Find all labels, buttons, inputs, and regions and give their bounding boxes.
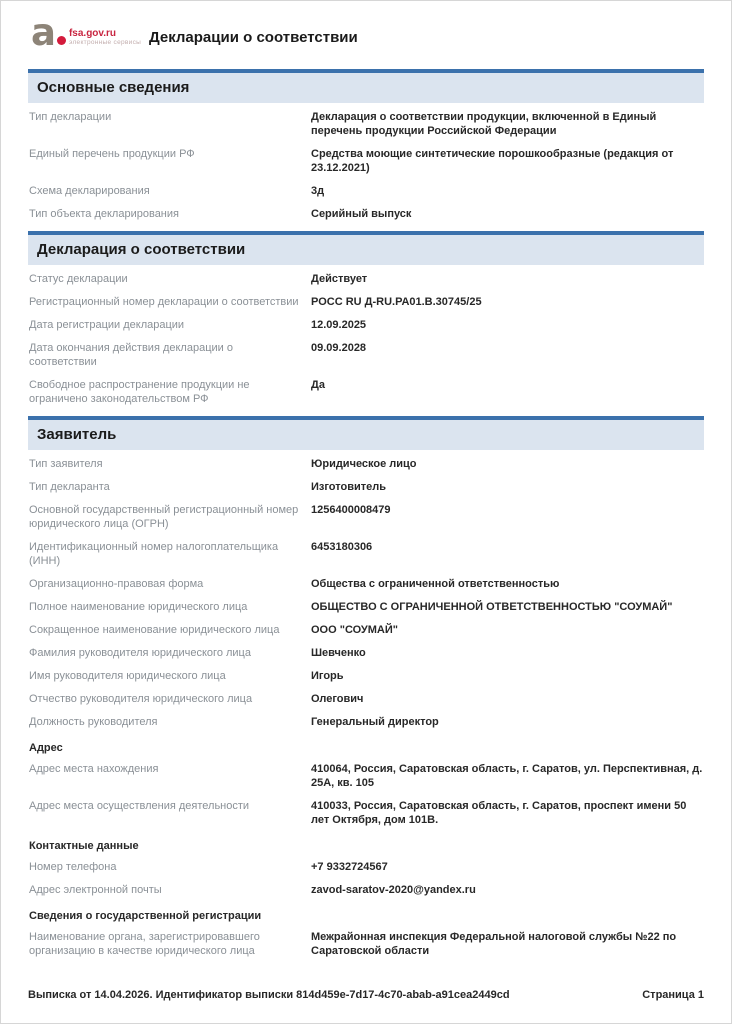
field-label: Статус декларации <box>29 273 128 285</box>
field-value: 1256400008479 <box>311 504 391 516</box>
field-row <box>29 535 704 572</box>
section-rows <box>28 103 704 229</box>
field-row <box>29 925 704 962</box>
field-value: Общества с ограниченной ответственностью <box>311 578 560 590</box>
field-row <box>29 687 704 710</box>
field-value: РОСС RU Д-RU.РА01.В.30745/25 <box>311 296 482 308</box>
field-label: Номер телефона <box>29 861 117 873</box>
field-row <box>29 179 704 202</box>
fsa-logo <box>31 11 142 54</box>
field-label: Организационно-правовая форма <box>29 578 204 590</box>
field-row <box>29 664 704 687</box>
field-row <box>29 794 704 831</box>
field-row <box>29 373 704 410</box>
field-value: +7 9332724567 <box>311 861 388 873</box>
field-value: Игорь <box>311 670 344 682</box>
section-declaration <box>28 231 704 414</box>
footer-extract-info: Выписка от 14.04.2026. Идентификатор выписки 814d459e-7d17-4c70-abab-a91cea2449cd <box>28 989 510 1001</box>
field-label: Основной государственный регистрационный номер юридического лица (ОГРН) <box>29 504 299 530</box>
subsection-title: Сведения о государственной регистрации <box>29 910 262 922</box>
field-row <box>29 595 704 618</box>
section-rows <box>28 265 704 414</box>
field-label: Адрес электронной почты <box>29 884 162 896</box>
field-label: Должность руководителя <box>29 716 158 728</box>
field-row <box>29 572 704 595</box>
field-row <box>29 452 704 475</box>
field-value: ООО "СОУМАЙ" <box>311 624 398 636</box>
field-value: Действует <box>311 273 368 285</box>
fsa-logo-tagline: электронные сервисы <box>68 39 142 46</box>
field-row <box>29 105 704 142</box>
field-label: Сокращенное наименование юридического лица <box>29 624 280 636</box>
field-label: Фамилия руководителя юридического лица <box>29 647 251 659</box>
field-row <box>29 142 704 179</box>
field-row <box>29 618 704 641</box>
field-row <box>29 475 704 498</box>
fsa-logo-dot-icon <box>57 36 66 45</box>
field-value: zavod-saratov-2020@yandex.ru <box>311 884 476 896</box>
field-value: Генеральный директор <box>311 716 439 728</box>
section-title: Основные сведения <box>28 69 704 103</box>
section-rows <box>28 450 704 966</box>
section-title: Декларация о соответствии <box>28 231 704 265</box>
field-value: Олегович <box>311 693 364 705</box>
fsa-logo-text <box>69 28 141 47</box>
field-row <box>29 498 704 535</box>
field-value: Серийный выпуск <box>311 208 412 220</box>
field-value: 6453180306 <box>311 541 373 553</box>
field-value: 09.09.2028 <box>311 342 367 354</box>
fsa-logo-a-icon: а <box>31 11 56 54</box>
field-value: 3д <box>311 185 325 197</box>
footer-page-number: Страница 1 <box>642 989 704 1001</box>
field-value: Да <box>311 379 325 391</box>
field-row <box>29 267 704 290</box>
field-value: 410064, Россия, Саратовская область, г. Саратов, ул. Перспективная, д. 25А, кв. 105 <box>311 763 703 789</box>
field-value: Шевченко <box>311 647 366 659</box>
subsection-title: Контактные данные <box>29 840 139 852</box>
field-row <box>29 336 704 373</box>
field-row <box>29 878 704 901</box>
field-label: Дата окончания действия декларации о соответствии <box>29 342 233 368</box>
field-row <box>29 855 704 878</box>
field-label: Полное наименование юридического лица <box>29 601 248 613</box>
field-label: Тип заявителя <box>29 458 103 470</box>
field-label: Адрес места осуществления деятельности <box>29 800 250 812</box>
document-footer <box>28 989 704 1001</box>
fsa-logo-domain: fsa.gov.ru <box>68 28 117 39</box>
field-value: Юридическое лицо <box>311 458 417 470</box>
field-label: Имя руководителя юридического лица <box>29 670 226 682</box>
field-row <box>29 202 704 225</box>
field-value: Межрайонная инспекция Федеральной налоговой службы №22 по Саратовской области <box>311 931 677 957</box>
field-value: 410033, Россия, Саратовская область, г. Саратов, проспект имени 50 лет Октября, дом 101В. <box>311 800 687 826</box>
field-label: Тип объекта декларирования <box>29 208 179 220</box>
field-value: 12.09.2025 <box>311 319 367 331</box>
field-row <box>29 710 704 733</box>
field-value: Изготовитель <box>311 481 386 493</box>
field-value: Средства моющие синтетические порошкообразные (редакция от 23.12.2021) <box>311 148 674 174</box>
section-applicant <box>28 416 704 966</box>
field-row <box>29 641 704 664</box>
field-value: ОБЩЕСТВО С ОГРАНИЧЕННОЙ ОТВЕТСТВЕННОСТЬЮ "СОУМАЙ" <box>311 601 673 613</box>
field-label: Идентификационный номер налогоплательщика (ИНН) <box>29 541 279 567</box>
field-label: Тип декларанта <box>29 481 110 493</box>
field-row <box>29 313 704 336</box>
field-value: Декларация о соответствии продукции, включенной в Единый перечень продукции Российской Федерации <box>311 111 657 137</box>
document-content <box>1 69 731 966</box>
field-label: Единый перечень продукции РФ <box>29 148 195 160</box>
field-label: Регистрационный номер декларации о соответствии <box>29 296 299 308</box>
field-label: Наименование органа, зарегистрировавшего организацию в качестве юридического лица <box>29 931 260 957</box>
field-row <box>29 757 704 794</box>
subsection-title: Адрес <box>29 742 63 754</box>
field-label: Свободное распространение продукции не ограничено законодательством РФ <box>29 379 250 405</box>
field-row <box>29 290 704 313</box>
field-label: Отчество руководителя юридического лица <box>29 693 253 705</box>
field-label: Тип декларации <box>29 111 112 123</box>
page-title: Декларации о соответствии <box>149 29 358 46</box>
document-header <box>1 1 731 67</box>
section-title: Заявитель <box>28 416 704 450</box>
field-label: Адрес места нахождения <box>29 763 159 775</box>
section-main-info <box>28 69 704 229</box>
field-label: Схема декларирования <box>29 185 150 197</box>
field-label: Дата регистрации декларации <box>29 319 185 331</box>
